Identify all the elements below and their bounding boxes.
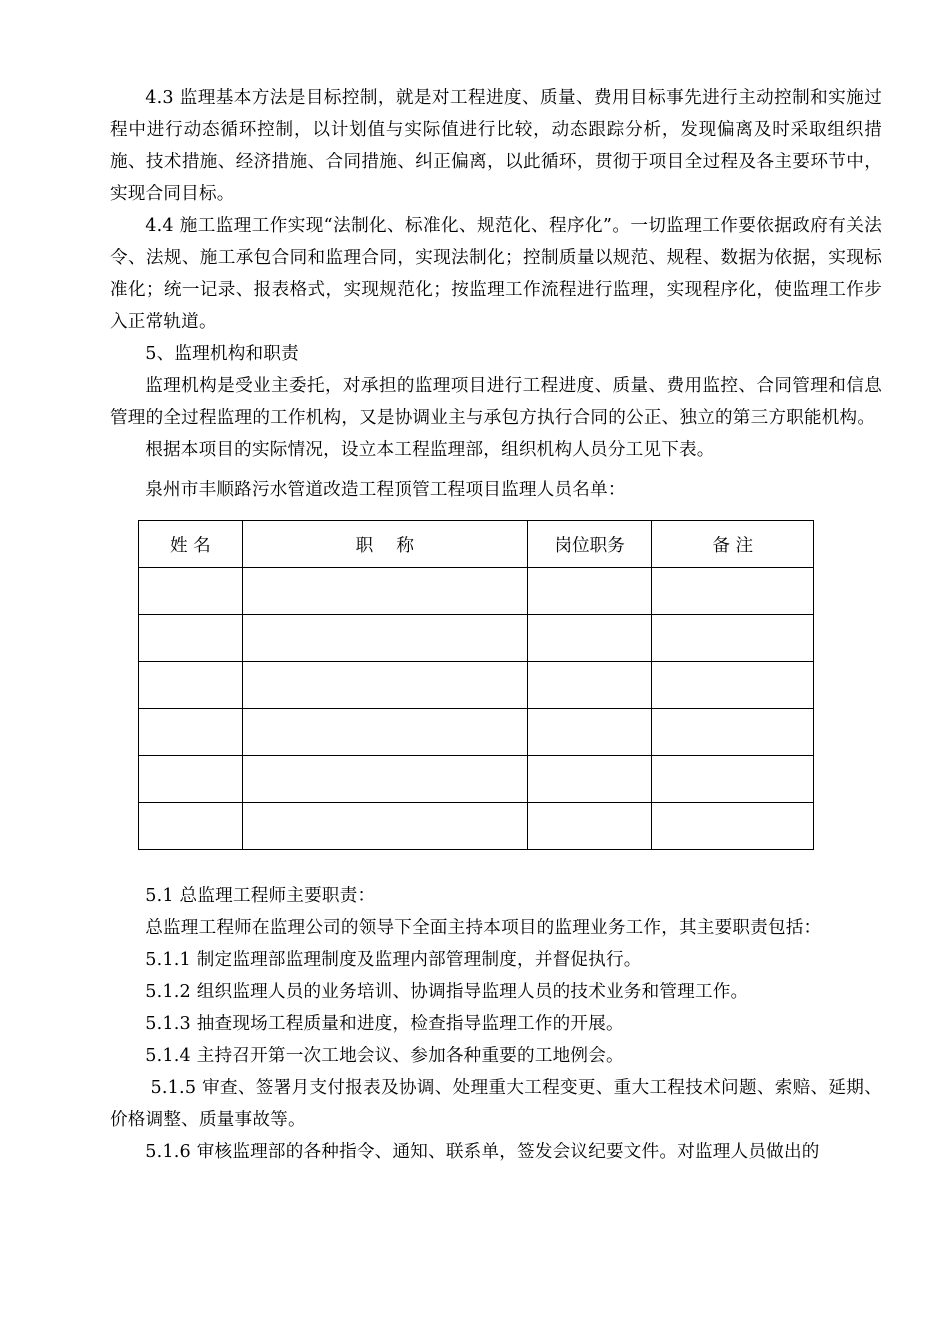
header-title: 职 称 bbox=[242, 521, 527, 568]
item-5-1-4: 5.1.4 主持召开第一次工地会议、参加各种重要的工地例会。 bbox=[145, 1046, 624, 1066]
item-5-1-6: 5.1.6 审核监理部的各种指令、通知、联系单，签发会议纪要文件。对监理人员做出的 bbox=[145, 1142, 820, 1162]
table-cell bbox=[652, 756, 814, 803]
table-header-row bbox=[139, 521, 814, 568]
table-cell bbox=[139, 615, 243, 662]
document-page bbox=[110, 82, 882, 1168]
header-position: 岗位职务 bbox=[527, 521, 652, 568]
paragraph-chief-engineer-intro: 总监理工程师在监理公司的领导下全面主持本项目的监理业务工作，其主要职责包括： bbox=[145, 918, 822, 938]
table-cell bbox=[652, 568, 814, 615]
staff-table bbox=[138, 520, 814, 850]
paragraph-project-setup: 根据本项目的实际情况，设立本工程监理部，组织机构人员分工见下表。 bbox=[145, 440, 715, 460]
table-cell bbox=[527, 615, 652, 662]
table-cell bbox=[527, 756, 652, 803]
table-row bbox=[139, 568, 814, 615]
item-5-1-1: 5.1.1 制定监理部监理制度及监理内部管理制度，并督促执行。 bbox=[145, 950, 642, 970]
table-row bbox=[139, 615, 814, 662]
table-cell bbox=[139, 662, 243, 709]
item-5-1-2: 5.1.2 组织监理人员的业务培训、协调指导监理人员的技术业务和管理工作。 bbox=[145, 982, 749, 1002]
table-cell bbox=[652, 615, 814, 662]
table-cell bbox=[242, 662, 527, 709]
table-cell bbox=[139, 709, 243, 756]
table-cell bbox=[242, 756, 527, 803]
table-cell bbox=[652, 709, 814, 756]
table-cell bbox=[652, 662, 814, 709]
table-cell bbox=[139, 568, 243, 615]
table-cell bbox=[242, 568, 527, 615]
header-remarks: 备 注 bbox=[652, 521, 814, 568]
table-row bbox=[139, 709, 814, 756]
section-heading-5: 5、监理机构和职责 bbox=[145, 344, 299, 364]
header-name: 姓 名 bbox=[139, 521, 243, 568]
table-cell bbox=[527, 662, 652, 709]
item-5-1-3: 5.1.3 抽查现场工程质量和进度，检查指导监理工作的开展。 bbox=[145, 1014, 624, 1034]
table-cell bbox=[652, 803, 814, 850]
table-cell bbox=[527, 803, 652, 850]
table-row bbox=[139, 662, 814, 709]
paragraph-4-3: 4.3 监理基本方法是目标控制，就是对工程进度、质量、费用目标事先进行主动控制和实施过程中进行动态循环控制，以计划值与实际值进行比较，动态跟踪分析，发现偏离及时采取组织措施、技术措施、经济措施、合同措施、纠正偏离，以此循环，贯彻于项目全过程及各主要环节中，实现合同目标。 bbox=[110, 88, 882, 204]
table-cell bbox=[242, 709, 527, 756]
paragraph-4-4: 4.4 施工监理工作实现“法制化、标准化、规范化、程序化”。一切监理工作要依据政府有关法令、法规、施工承包合同和监理合同，实现法制化；控制质量以规范、规程、数据为依据，实现标准化；统一记录、报表格式，实现规范化；按监理工作流程进行监理，实现程序化，使监理工作步入正常轨道。 bbox=[110, 216, 882, 332]
table-caption: 泉州市丰顺路污水管道改造工程顶管工程项目监理人员名单： bbox=[145, 480, 626, 500]
table-row bbox=[139, 756, 814, 803]
table-row bbox=[139, 803, 814, 850]
table-cell bbox=[139, 756, 243, 803]
paragraph-supervision-organization: 监理机构是受业主委托，对承担的监理项目进行工程进度、质量、费用监控、合同管理和信息管理的全过程监理的工作机构，又是协调业主与承包方执行合同的公正、独立的第三方职能机构。 bbox=[110, 376, 882, 428]
item-5-1-5: 5.1.5 审查、签署月支付报表及协调、处理重大工程变更、重大工程技术问题、索赔、延期、价格调整、质量事故等。 bbox=[110, 1078, 882, 1130]
table-cell bbox=[527, 568, 652, 615]
table-cell bbox=[242, 615, 527, 662]
table-cell bbox=[139, 803, 243, 850]
table-cell bbox=[242, 803, 527, 850]
section-heading-5-1: 5.1 总监理工程师主要职责： bbox=[145, 886, 376, 906]
table-cell bbox=[527, 709, 652, 756]
